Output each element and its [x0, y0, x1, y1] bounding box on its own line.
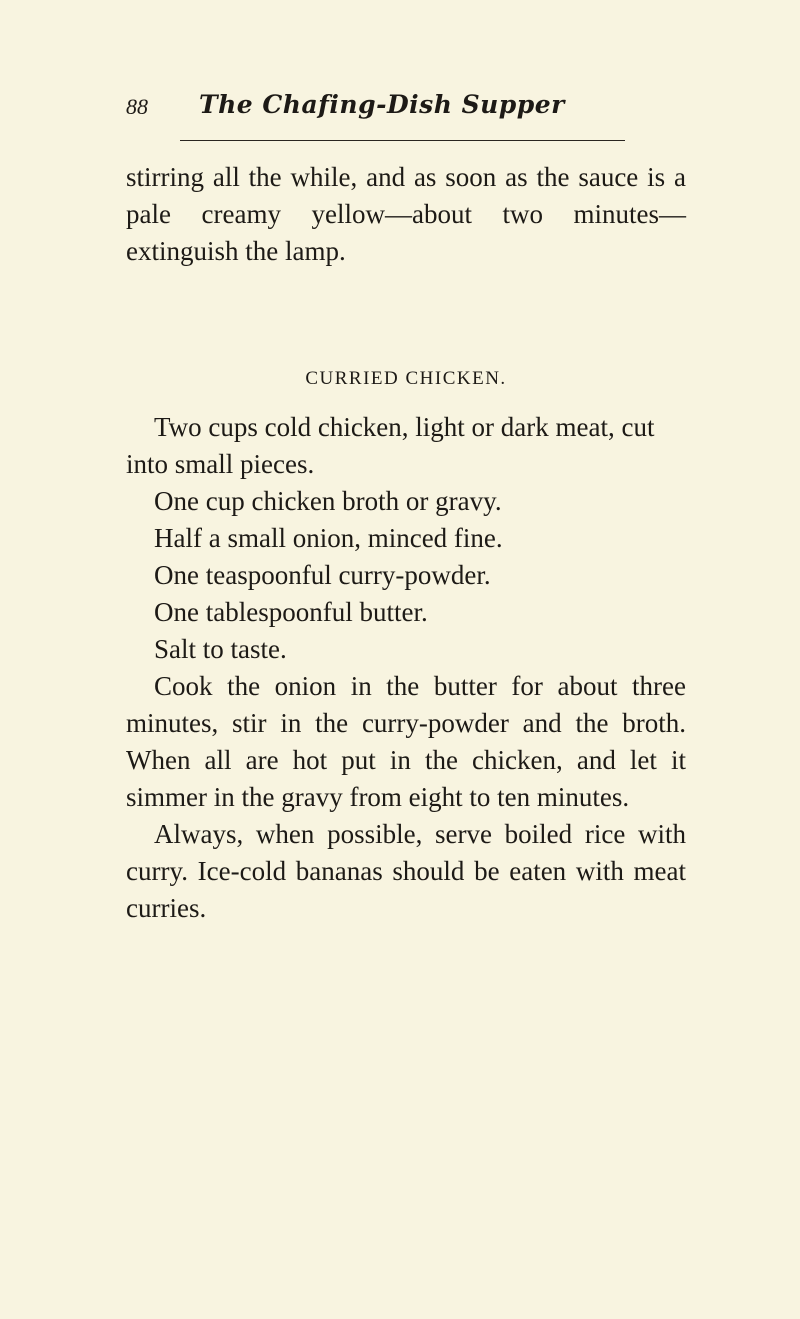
running-head-title: The Chafing-Dish Supper [199, 90, 565, 119]
page-number: 88 [126, 94, 148, 119]
intro-text [126, 159, 686, 270]
ingredient-item: One cup chicken broth or gravy. [154, 486, 502, 516]
ingredient-item: Salt to taste. [154, 634, 287, 664]
page-header [126, 90, 686, 130]
ingredient-list [126, 409, 686, 668]
recipe-body [126, 409, 686, 927]
ingredient-item: One teaspoonful curry-powder. [154, 560, 491, 590]
header-rule [180, 140, 625, 141]
ingredient-item: Half a small onion, minced fine. [154, 523, 503, 553]
ingredient-item: Two cups cold chicken, light or dark meat, cut into small pieces. [126, 412, 655, 479]
instruction-paragraph: Cook the onion in the butter for about three minutes, stir in the curry-powder and the broth. When all are hot put in the chicken, and let it simmer in the gravy from eight to ten minutes. [126, 671, 686, 812]
recipe-title: CURRIED CHICKEN. [305, 368, 507, 389]
intro-paragraph: stirring all the while, and as soon as the sauce is a pale creamy yellow—about two minutes—extinguish the lamp. [126, 162, 686, 266]
instruction-paragraph: Always, when possible, serve boiled rice with curry. Ice-cold bananas should be eaten with meat curries. [126, 819, 686, 923]
ingredient-item: One tablespoonful butter. [154, 597, 428, 627]
